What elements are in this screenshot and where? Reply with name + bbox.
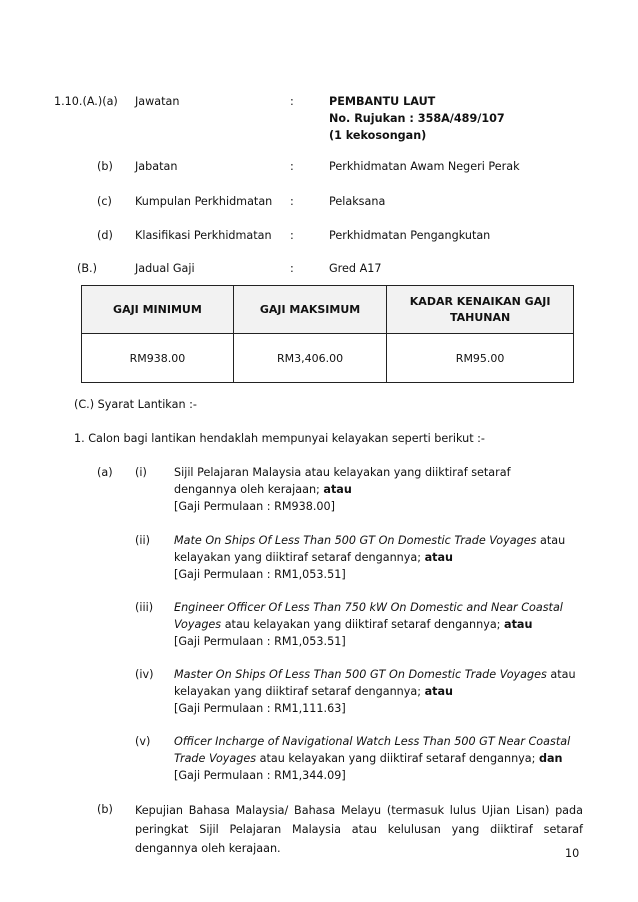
item-num: (iii) [135,601,154,614]
field-value-jabatan: Perkhidmatan Awam Negeri Perak [329,160,520,173]
qualification-line-1: Engineer Officer Of Less Than 750 kW On Domestic and Near Coastal [174,601,563,614]
gaji-permulaan: [Gaji Permulaan : RM1,053.51] [174,635,346,648]
item-b-key: (b) [97,803,113,816]
jawatan-title: PEMBANTU LAUT [329,95,436,108]
item-a-key: (a) [97,466,113,479]
qualification-line-1: Officer Incharge of Navigational Watch Less Than 500 GT Near Coastal [174,735,571,748]
header-gaji-minimum: GAJI MINIMUM [82,286,234,334]
qualification-line-2: Voyages atau kelayakan yang diiktiraf setaraf dengannya; atau [174,618,533,631]
gaji-permulaan: [Gaji Permulaan : RM1,344.09] [174,769,346,782]
kekosongan-count: (1 kekosongan) [329,129,427,142]
field-label-klasifikasi: Klasifikasi Perkhidmatan [135,229,272,242]
item-num: (ii) [135,534,150,547]
section-number: 1.10.(A.)(a) [54,95,118,108]
field-value-kumpulan: Pelaksana [329,195,386,208]
field-key-d: (d) [97,229,113,242]
qualification-line-2: kelayakan yang diiktiraf setaraf dengannya; atau [174,551,453,564]
field-label-jawatan: Jawatan [135,95,180,108]
qualification-line-1: Sijil Pelajaran Malaysia atau kelayakan yang diiktiraf setaraf [174,466,511,479]
field-value-klasifikasi: Perkhidmatan Pengangkutan [329,229,491,242]
header-kadar-kenaikan: KADAR KENAIKAN GAJI TAHUNAN [387,286,574,334]
field-key-b: (b) [97,160,113,173]
field-label-kumpulan: Kumpulan Perkhidmatan [135,195,273,208]
header-gaji-maksimum: GAJI MAKSIMUM [233,286,386,334]
qualification-line-2: Trade Voyages atau kelayakan yang diiktiraf setaraf dengannya; dan [174,752,563,765]
item-num: (iv) [135,668,154,681]
field-separator: : [290,229,294,242]
gaji-permulaan: [Gaji Permulaan : RM1,111.63] [174,702,346,715]
table-header-row [82,286,574,334]
field-separator: : [290,195,294,208]
field-separator: : [290,160,294,173]
field-label-jadual-gaji: Jadual Gaji [135,262,195,275]
qualification-line-2: kelayakan yang diiktiraf setaraf dengannya; atau [174,685,453,698]
syarat-intro: 1. Calon bagi lantikan hendaklah mempunyai kelayakan seperti berikut :- [74,432,485,445]
gaji-permulaan: [Gaji Permulaan : RM938.00] [174,500,336,513]
cell-gaji-maksimum: RM3,406.00 [233,334,386,383]
cell-gaji-minimum: RM938.00 [82,334,234,383]
item-num: (i) [135,466,147,479]
rujukan-number: No. Rujukan : 358A/489/107 [329,112,505,125]
item-num: (v) [135,735,151,748]
qualification-line-1: Mate On Ships Of Less Than 500 GT On Domestic Trade Voyages atau [174,534,566,547]
salary-table [81,285,574,383]
field-separator: : [290,95,294,108]
gaji-permulaan: [Gaji Permulaan : RM1,053.51] [174,568,346,581]
syarat-heading: (C.) Syarat Lantikan :- [74,398,197,411]
qualification-line-1: Master On Ships Of Less Than 500 GT On Domestic Trade Voyages atau [174,668,576,681]
page-number: 10 [565,847,580,860]
field-separator: : [290,262,294,275]
cell-kadar-kenaikan: RM95.00 [387,334,574,383]
field-key-B: (B.) [77,262,97,275]
field-value-gred: Gred A17 [329,262,382,275]
item-b-paragraph: Kepujian Bahasa Malaysia/ Bahasa Melayu (termasuk lulus Ujian Lisan) pada peringkat Sijil Pelajaran Malaysia atau kelulusan yang diiktiraf setaraf dengannya oleh kerajaan. [135,804,583,855]
table-row [82,334,574,383]
field-key-c: (c) [97,195,112,208]
field-label-jabatan: Jabatan [135,160,178,173]
qualification-line-2: dengannya oleh kerajaan; atau [174,483,352,496]
